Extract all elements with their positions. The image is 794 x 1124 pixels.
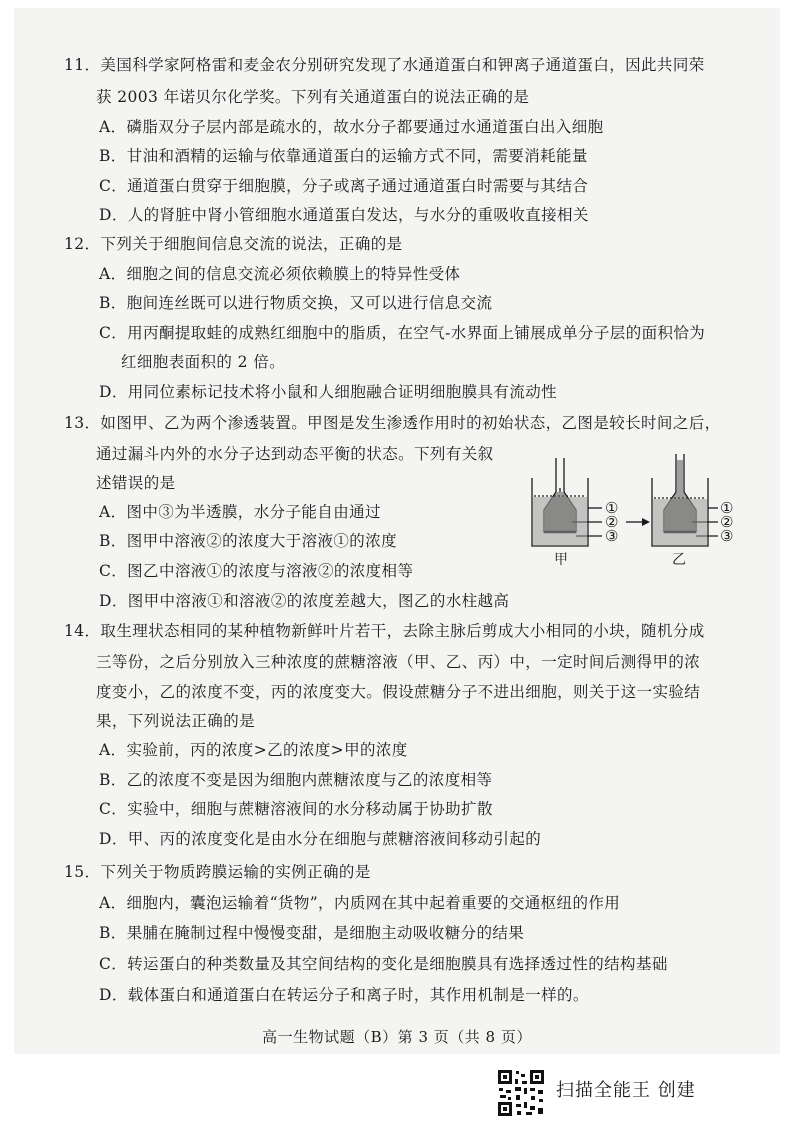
q11-stem-line1: 11．美国科学家阿格雷和麦金农分别研究发现了水通道蛋白和钾离子通道蛋白，因此共同荣 xyxy=(64,56,705,74)
q15-option-c: C．转运蛋白的种类数量及其空间结构的变化是细胞膜具有选择透过性的结构基础 xyxy=(99,955,668,973)
label-yi: 乙 xyxy=(672,552,686,568)
page-footer: 高一生物试题（B）第 3 页（共 8 页） xyxy=(262,1028,532,1046)
q12-option-b: B．胞间连丝既可以进行物质交换，又可以进行信息交流 xyxy=(99,294,493,312)
q13-stem-line2: 通过漏斗内外的水分子达到动态平衡的状态。下列有关叙 xyxy=(96,445,494,463)
q11-stem-line2: 获 2003 年诺贝尔化学奖。下列有关通道蛋白的说法正确的是 xyxy=(96,88,530,106)
arrow-head-icon xyxy=(642,518,650,526)
mark-1-left: ① xyxy=(605,499,619,517)
q13-stem-line1: 13．如图甲、乙为两个渗透装置。甲图是发生渗透作用时的初始状态，乙图是较长时间之后， xyxy=(64,414,721,432)
q11-option-a: A．磷脂双分子层内部是疏水的，故水分子都要通过水通道蛋白出入细胞 xyxy=(99,118,604,136)
q13-option-a: A．图中③为半透膜，水分子能自由通过 xyxy=(99,503,381,521)
q14-stem-line3: 度变小，乙的浓度不变，丙的浓度变大。假设蔗糖分子不进出细胞，则关于这一实验结 xyxy=(96,683,701,701)
qr-code-icon xyxy=(496,1068,546,1118)
q13-option-c: C．图乙中溶液①的浓度与溶液②的浓度相等 xyxy=(99,562,414,580)
q15-option-b: B．果脯在腌制过程中慢慢变甜，是细胞主动吸收糖分的结果 xyxy=(99,924,525,942)
q14-option-c: C．实验中，细胞与蔗糖溶液间的水分移动属于协助扩散 xyxy=(99,800,493,818)
q14-stem-line4: 果，下列说法正确的是 xyxy=(96,712,256,730)
q13-option-d: D．图甲中溶液①和溶液②的浓度差越大，图乙的水柱越高 xyxy=(99,592,510,610)
q15-option-d: D．载体蛋白和通道蛋白在转运分子和离子时，其作用机制是一样的。 xyxy=(99,986,589,1004)
q14-option-a: A．实验前，丙的浓度>乙的浓度>甲的浓度 xyxy=(99,741,408,759)
q12-option-a: A．细胞之间的信息交流必须依赖膜上的特异性受体 xyxy=(99,265,461,283)
water-column-right xyxy=(677,460,683,492)
mark-3-right: ③ xyxy=(720,527,734,545)
q12-stem-line1: 12．下列关于细胞间信息交流的说法，正确的是 xyxy=(64,235,403,253)
mark-2-right: ② xyxy=(720,513,734,531)
q13-stem-line3: 述错误的是 xyxy=(96,474,176,492)
label-jia: 甲 xyxy=(554,552,568,568)
mark-3-left: ③ xyxy=(605,527,619,545)
q14-stem-line2: 三等份，之后分别放入三种浓度的蔗糖溶液（甲、乙、丙）中，一定时间后测得甲的浓 xyxy=(96,653,701,671)
q12-option-c: C．用丙酮提取蛙的成熟红细胞中的脂质，在空气-水界面上铺展成单分子层的面积恰为 xyxy=(99,324,706,342)
osmosis-apparatus-figure xyxy=(526,452,732,570)
q14-option-d: D．甲、丙的浓度变化是由水分在细胞与蔗糖溶液间移动引起的 xyxy=(99,830,542,848)
scanner-watermark: 扫描全能王 创建 xyxy=(556,1080,696,1101)
mark-2-left: ② xyxy=(605,513,619,531)
q12-option-c-continuation: 红细胞表面积的 2 倍。 xyxy=(121,353,286,371)
q15-stem-line1: 15．下列关于物质跨膜运输的实例正确的是 xyxy=(64,863,371,881)
q12-option-d: D．用同位素标记技术将小鼠和人细胞融合证明细胞膜具有流动性 xyxy=(99,383,558,401)
q11-option-c: C．通道蛋白贯穿于细胞膜，分子或离子通过通道蛋白时需要与其结合 xyxy=(99,177,589,195)
q14-stem-line1: 14．取生理状态相同的某种植物新鲜叶片若干，去除主脉后剪成大小相同的小块，随机分成 xyxy=(64,622,705,640)
q11-option-b: B．甘油和酒精的运输与依靠通道蛋白的运输方式不同，需要消耗能量 xyxy=(99,147,588,165)
q15-option-a: A．细胞内，囊泡运输着“货物”，内质网在其中起着重要的交通枢纽的作用 xyxy=(99,894,621,912)
q13-option-b: B．图甲中溶液②的浓度大于溶液①的浓度 xyxy=(99,532,397,550)
q14-option-b: B．乙的浓度不变是因为细胞内蔗糖浓度与乙的浓度相等 xyxy=(99,771,493,789)
mark-1-right: ① xyxy=(720,499,734,517)
q11-option-d: D．人的肾脏中肾小管细胞水通道蛋白发达，与水分的重吸收直接相关 xyxy=(99,206,589,224)
